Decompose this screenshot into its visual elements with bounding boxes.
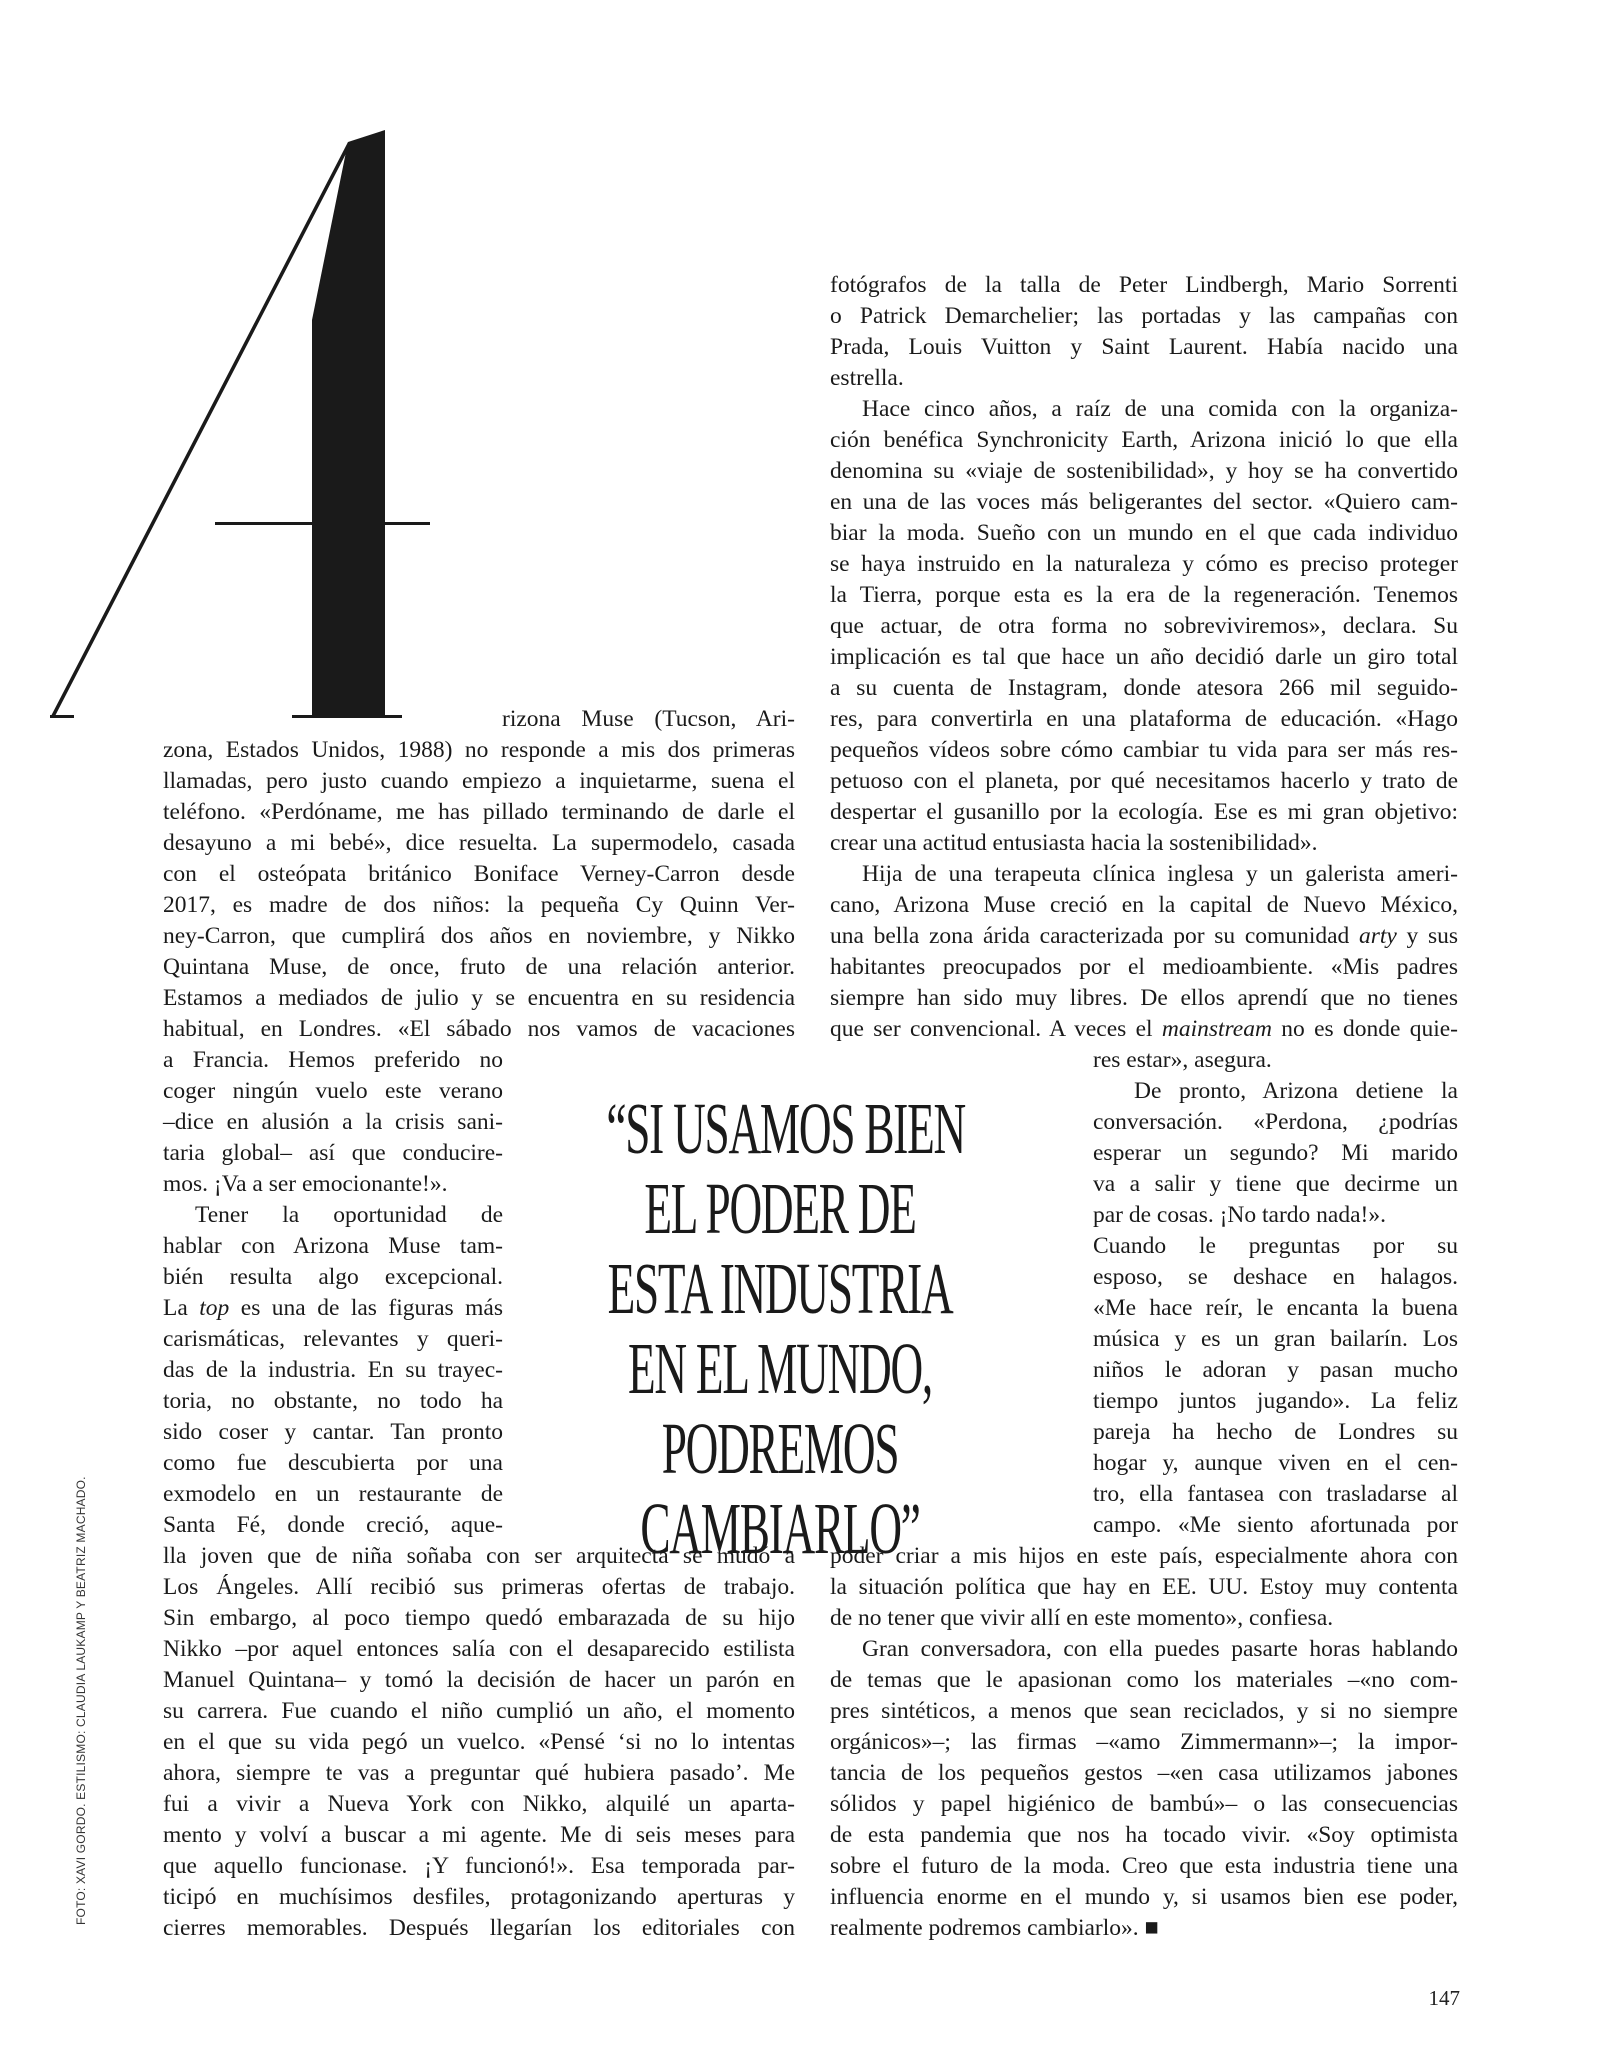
- body-line: esperar un segundo? Mi marido: [1093, 1140, 1458, 1166]
- body-line: llamadas, pero justo cuando empiezo a inquietarme, suena el: [163, 768, 795, 794]
- body-line: De pronto, Arizona detiene la: [1134, 1078, 1458, 1104]
- body-line: orgánicos»–; las firmas –«amo Zimmermann»–; la impor-: [830, 1729, 1458, 1755]
- body-line: a Francia. Hemos preferido no: [163, 1047, 503, 1073]
- body-line: tancia de los pequeños gestos –«en casa utilizamos jabones: [830, 1760, 1458, 1786]
- body-line: ticipó en muchísimos desfiles, protagonizando aperturas y: [163, 1884, 795, 1910]
- body-line: esposo, se deshace en halagos.: [1093, 1264, 1458, 1290]
- body-line: habitantes preocupados por el medioambiente. «Mis padres: [830, 954, 1458, 980]
- body-line: crear una actitud entusiasta hacia la sostenibilidad».: [830, 830, 1318, 856]
- body-line: que aquello funcionase. ¡Y funcionó!». Esa temporada par-: [163, 1853, 795, 1879]
- body-line: zona, Estados Unidos, 1988) no responde a mis dos primeras: [163, 737, 795, 763]
- body-line: Gran conversadora, con ella puedes pasarte horas hablando: [862, 1636, 1458, 1662]
- body-line: va a salir y tiene que decirme un: [1093, 1171, 1458, 1197]
- body-line: [830, 1014, 1458, 1045]
- body-line: res, para convertirla en una plataforma de educación. «Hago: [830, 706, 1458, 732]
- photo-credit: FOTO: XAVI GORDO. ESTILISMO: CLAUDIA LAUKAMP Y BEATRIZ MACHADO.: [74, 1476, 88, 1925]
- body-line: ción benéfica Synchronicity Earth, Arizona inició lo que ella: [830, 427, 1458, 453]
- pull-quote-line: “SI USAMOS BIEN: [606, 1088, 966, 1169]
- body-line: desayuno a mi bebé», dice resuelta. La supermodelo, casada: [163, 830, 795, 856]
- text-run: es una de las figuras más: [229, 1295, 503, 1321]
- body-line: tro, ella fantasea con trasladarse al: [1093, 1481, 1458, 1507]
- body-line: sólidos y papel higiénico de bambú»– o las consecuencias: [830, 1791, 1458, 1817]
- body-line: la Tierra, porque esta es la era de la regeneración. Tenemos: [830, 582, 1458, 608]
- body-line: par de cosas. ¡No tardo nada!».: [1093, 1202, 1386, 1228]
- body-line: sobre el futuro de la moda. Creo que esta industria tiene una: [830, 1853, 1458, 1879]
- body-line: coger ningún vuelo este verano: [163, 1078, 503, 1104]
- body-line: Cuando le preguntas por su: [1093, 1233, 1458, 1259]
- body-line: toria, no obstante, no todo ha: [163, 1388, 503, 1414]
- body-line: que actuar, de otra forma no sobreviviremos», declara. Su: [830, 613, 1458, 639]
- body-line: de temas que le apasionan como los materiales –«no com-: [830, 1667, 1458, 1693]
- body-line: campo. «Me siento afortunada por: [1093, 1512, 1458, 1538]
- body-line: ney-Carron, que cumplirá dos años en noviembre, y Nikko: [163, 923, 795, 949]
- italic-term: top: [199, 1295, 230, 1321]
- body-line: en una de las voces más beligerantes del sector. «Quiero cam-: [830, 489, 1458, 515]
- body-line: [830, 921, 1458, 952]
- body-line: ahora, siempre te vas a preguntar qué hubiera pasado’. Me: [163, 1760, 795, 1786]
- body-line: pres sintéticos, a menos que sean reciclados, y si no siempre: [830, 1698, 1458, 1724]
- body-line: o Patrick Demarchelier; las portadas y las campañas con: [830, 303, 1458, 329]
- body-line: siempre han sido muy libres. De ellos aprendí que no tienes: [830, 985, 1458, 1011]
- body-line: influencia enorme en el mundo y, si usamos bien ese poder,: [830, 1884, 1458, 1910]
- body-line: conversación. «Perdona, ¿podrías: [1093, 1109, 1458, 1135]
- body-line: sido coser y cantar. Tan pronto: [163, 1419, 503, 1445]
- italic-term: arty: [1358, 923, 1397, 949]
- body-line: Hace cinco años, a raíz de una comida con la organiza-: [862, 396, 1458, 422]
- body-line: exmodelo en un restaurante de: [163, 1481, 503, 1507]
- body-line: Santa Fé, donde creció, aque-: [163, 1512, 503, 1538]
- body-line: das de la industria. En su trayec-: [163, 1357, 503, 1383]
- body-line: Los Ángeles. Allí recibió sus primeras ofertas de trabajo.: [163, 1574, 795, 1600]
- body-line: pequeños vídeos sobre cómo cambiar tu vida para ser más res-: [830, 737, 1458, 763]
- body-line: se haya instruido en la naturaleza y cómo es preciso proteger: [830, 551, 1458, 577]
- page-number: 147: [1428, 1986, 1460, 2010]
- text-run: y sus: [1396, 923, 1458, 949]
- pull-quote-line: EL PODER DE: [644, 1168, 916, 1249]
- body-line: Nikko –por aquel entonces salía con el desaparecido estilista: [163, 1636, 795, 1662]
- body-line: fui a vivir a Nueva York con Nikko, alquilé un aparta-: [163, 1791, 795, 1817]
- body-line: Prada, Louis Vuitton y Saint Laurent. Había nacido una: [830, 334, 1458, 360]
- body-line: poder criar a mis hijos en este país, especialmente ahora con: [830, 1543, 1458, 1569]
- body-line: carismáticas, relevantes y queri-: [163, 1326, 503, 1352]
- body-line: estrella.: [830, 365, 904, 391]
- pull-quote-line: ESTA INDUSTRIA: [607, 1248, 953, 1329]
- body-line: Manuel Quintana– y tomó la decisión de hacer un parón en: [163, 1667, 795, 1693]
- body-line: cano, Arizona Muse creció en la capital de Nuevo México,: [830, 892, 1458, 918]
- text-run: no es donde quie-: [1271, 1016, 1458, 1042]
- body-line: implicación es tal que hace un año decidió darle un giro total: [830, 644, 1458, 670]
- text-run: que ser convencional. A veces el: [830, 1016, 1162, 1042]
- body-line: pareja ha hecho de Londres su: [1093, 1419, 1458, 1445]
- body-line: habitual, en Londres. «El sábado nos vamos de vacaciones: [163, 1016, 795, 1042]
- body-line: con el osteópata británico Boniface Verney-Carron desde: [163, 861, 795, 887]
- text-run: una bella zona árida caracterizada por su comunidad: [830, 923, 1359, 949]
- body-line: hogar y, aunque viven en el cen-: [1093, 1450, 1458, 1476]
- pull-quote-line: EN EL MUNDO,: [627, 1328, 932, 1409]
- body-line: realmente podremos cambiarlo». ■: [830, 1915, 1159, 1941]
- body-line: su carrera. Fue cuando el niño cumplió un año, el momento: [163, 1698, 795, 1724]
- body-line: fotógrafos de la talla de Peter Lindbergh, Mario Sorrenti: [830, 272, 1458, 298]
- body-line: mos. ¡Va a ser emocionante!».: [163, 1171, 448, 1197]
- body-line: mento y volví a buscar a mi agente. Me di seis meses para: [163, 1822, 795, 1848]
- pull-quote-line: PODREMOS: [661, 1408, 899, 1489]
- body-line: Hija de una terapeuta clínica inglesa y un galerista ameri-: [862, 861, 1458, 887]
- body-line: despertar el gusanillo por la ecología. Ese es mi gran objetivo:: [830, 799, 1458, 825]
- body-line: a su cuenta de Instagram, donde atesora 266 mil seguido-: [830, 675, 1458, 701]
- body-line: de no tener que vivir allí en este momento», confiesa.: [830, 1605, 1334, 1631]
- text-run: La: [163, 1295, 200, 1321]
- body-line: –dice en alusión a la crisis sani-: [163, 1109, 503, 1135]
- body-line: Tener la oportunidad de: [195, 1202, 503, 1228]
- body-line: bién resulta algo excepcional.: [163, 1264, 503, 1290]
- italic-term: mainstream: [1161, 1016, 1272, 1042]
- dropcap-letter-a: [50, 130, 510, 730]
- body-line: tiempo juntos jugando». La feliz: [1093, 1388, 1458, 1414]
- body-line: petuoso con el planeta, por qué necesitamos hacerlo y trato de: [830, 768, 1458, 794]
- body-line: teléfono. «Perdóname, me has pillado terminando de darle el: [163, 799, 795, 825]
- body-line: «Me hace reír, le encanta la buena: [1093, 1295, 1458, 1321]
- body-line: música y es un gran bailarín. Los: [1093, 1326, 1458, 1352]
- body-line: rizona Muse (Tucson, Ari-: [502, 706, 795, 732]
- body-line: Sin embargo, al poco tiempo quedó embarazada de su hijo: [163, 1605, 795, 1631]
- body-line: taria global– así que conducire-: [163, 1140, 503, 1166]
- body-line: [163, 1293, 503, 1324]
- body-line: biar la moda. Sueño con un mundo en el que cada individuo: [830, 520, 1458, 546]
- body-line: Quintana Muse, de once, fruto de una relación anterior.: [163, 954, 795, 980]
- body-line: res estar», asegura.: [1093, 1047, 1272, 1073]
- body-line: de esta pandemia que nos ha tocado vivir. «Soy optimista: [830, 1822, 1458, 1848]
- pull-quote-line: CAMBIARLO”: [640, 1488, 920, 1569]
- body-line: denomina su «viaje de sostenibilidad», y hoy se ha convertido: [830, 458, 1458, 484]
- body-line: cierres memorables. Después llegarían los editoriales con: [163, 1915, 795, 1941]
- body-line: como fue descubierta por una: [163, 1450, 503, 1476]
- body-line: Estamos a mediados de julio y se encuentra en su residencia: [163, 985, 795, 1011]
- body-line: la situación política que hay en EE. UU. Estoy muy contenta: [830, 1574, 1458, 1600]
- body-line: hablar con Arizona Muse tam-: [163, 1233, 503, 1259]
- body-line: niños le adoran y pasan mucho: [1093, 1357, 1458, 1383]
- body-line: en el que su vida pegó un vuelco. «Pensé ‘si no lo intentas: [163, 1729, 795, 1755]
- body-line: 2017, es madre de dos niños: la pequeña Cy Quinn Ver-: [163, 892, 795, 918]
- body-line: lla joven que de niña soñaba con ser arquitecta se mudó a: [163, 1543, 795, 1569]
